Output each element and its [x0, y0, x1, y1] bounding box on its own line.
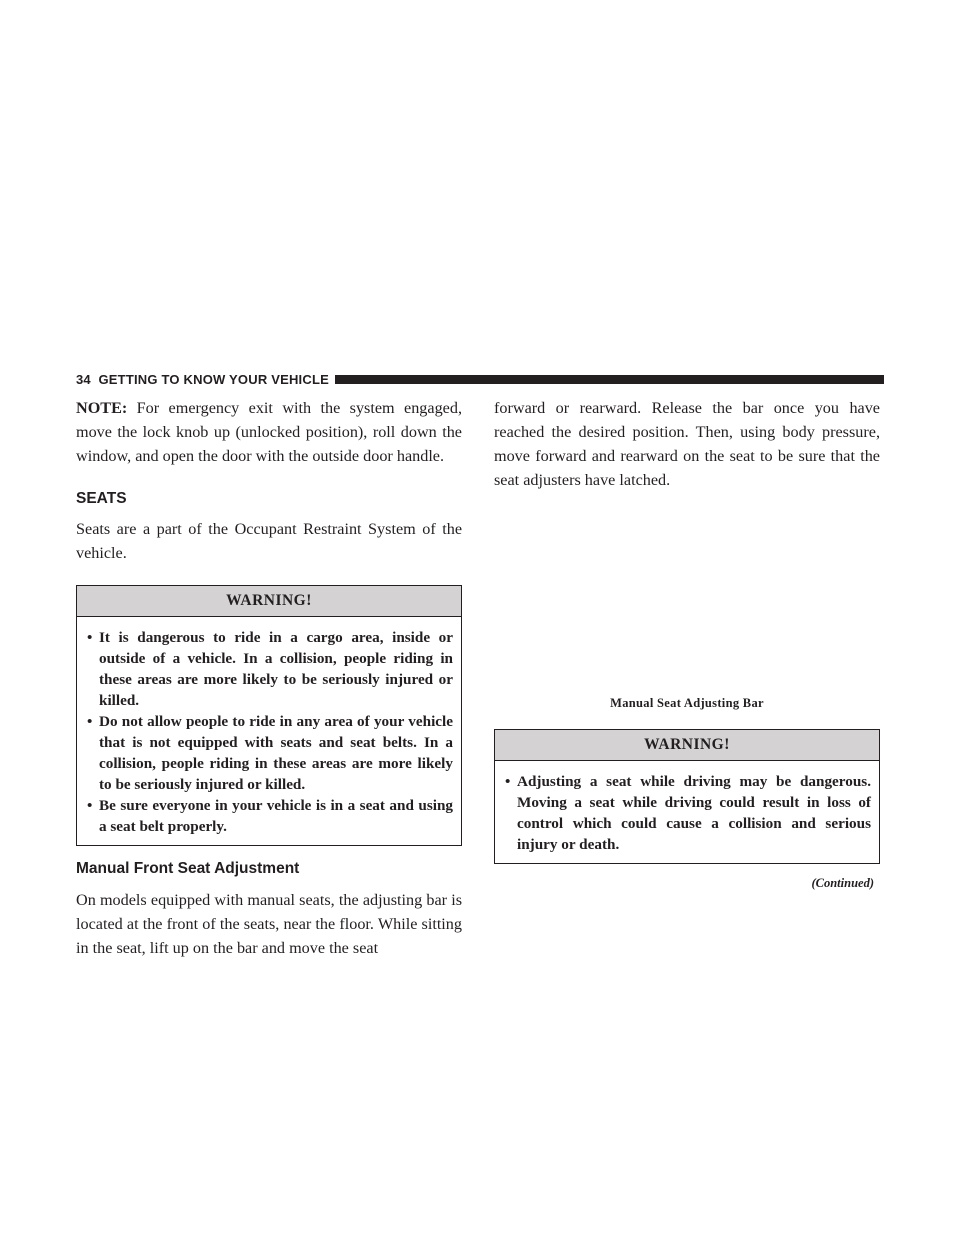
section-title: GETTING TO KNOW YOUR VEHICLE	[98, 371, 329, 387]
warning-list	[495, 761, 879, 863]
bullet-icon: •	[505, 773, 511, 790]
page-number	[76, 372, 329, 387]
warning-item	[87, 711, 453, 795]
manual-seat-paragraph: On models equipped with manual seats, the adjusting bar is located at the front of the seats, near the floor. While sitting in the seat, lift up on the bar and move the seat	[76, 891, 462, 957]
bullet-icon: •	[87, 797, 93, 814]
page-header	[76, 370, 884, 388]
warning-item-text: Be sure everyone in your vehicle is in a seat and using a seat belt properly.	[99, 797, 453, 835]
warning-title: WARNING!	[77, 586, 461, 617]
warning-item-text: Do not allow people to ride in any area of your vehicle that is not equipped with seats and seat belts. In a collision, people riding in these areas are more likely to be seriously injured or killed.	[99, 713, 453, 793]
header-rule	[335, 375, 884, 384]
left-column	[76, 396, 462, 960]
warning-title: WARNING!	[495, 730, 879, 761]
note-paragraph	[76, 396, 462, 468]
bullet-icon: •	[87, 713, 93, 730]
continued-paragraph: forward or rearward. Release the bar once you have reached the desired position. Then, using body pressure, move forward and rearward on the seat to be sure that the seat adjusters have latched.	[494, 399, 880, 489]
right-column	[494, 396, 880, 891]
bullet-icon: •	[87, 629, 93, 646]
note-label: NOTE:	[76, 399, 128, 417]
warning-box-driving	[494, 729, 880, 864]
warning-item	[87, 795, 453, 837]
page-number-text: 34	[76, 371, 91, 387]
warning-item	[505, 771, 871, 855]
manual-seat-heading: Manual Front Seat Adjustment	[76, 860, 300, 877]
warning-item-text: Adjusting a seat while driving may be dangerous. Moving a seat while driving could result in loss of control which could cause a collision and serious injury or death.	[517, 773, 871, 853]
warning-box-seats	[76, 585, 462, 846]
warning-item	[87, 627, 453, 711]
seats-heading: SEATS	[76, 490, 127, 507]
warning-item-text: It is dangerous to ride in a cargo area, inside or outside of a vehicle. In a collision, people riding in these areas are more likely to be seriously injured or killed.	[99, 629, 453, 709]
figure-caption: Manual Seat Adjusting Bar	[610, 696, 764, 710]
note-text: For emergency exit with the system engaged, move the lock knob up (unlocked position), roll down the window, and open the door with the outside door handle.	[76, 399, 462, 465]
warning-list	[77, 617, 461, 845]
figure-area	[494, 492, 880, 696]
continued-label: (Continued)	[811, 876, 874, 890]
seats-paragraph: Seats are a part of the Occupant Restraint System of the vehicle.	[76, 520, 462, 562]
